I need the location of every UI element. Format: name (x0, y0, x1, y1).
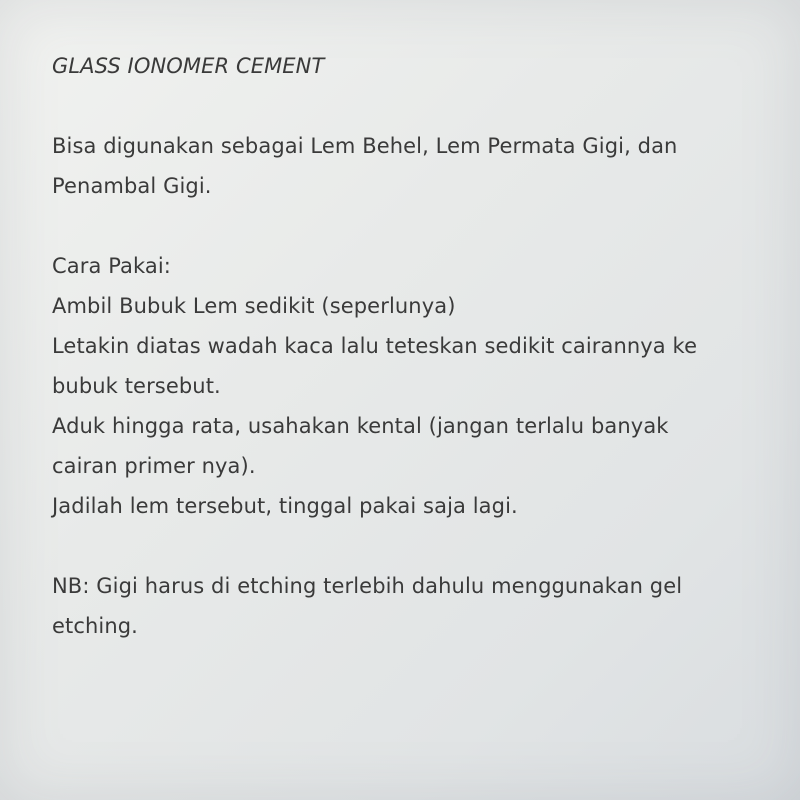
step-2-line-1: Letakin diatas wadah kaca lalu teteskan sedikit cairannya ke (52, 334, 698, 358)
step-3-line-1: Aduk hingga rata, usahakan kental (jangan terlalu banyak (52, 414, 669, 438)
step-2-line-2: bubuk tersebut. (52, 374, 221, 398)
spacer (52, 526, 772, 566)
usage-heading: Cara Pakai: (52, 254, 171, 278)
step-3-line-2: cairan primer nya). (52, 454, 256, 478)
document-title: GLASS IONOMER CEMENT (52, 54, 325, 78)
note-line-1: NB: Gigi harus di etching terlebih dahulu menggunakan gel (52, 574, 683, 598)
step-4: Jadilah lem tersebut, tinggal pakai saja lagi. (52, 494, 518, 518)
spacer (52, 206, 772, 246)
document-body (52, 46, 772, 646)
note-line-2: etching. (52, 614, 138, 638)
intro-line-2: Penambal Gigi. (52, 174, 212, 198)
spacer (52, 86, 772, 126)
intro-line-1: Bisa digunakan sebagai Lem Behel, Lem Permata Gigi, dan (52, 134, 678, 158)
step-1: Ambil Bubuk Lem sedikit (seperlunya) (52, 294, 456, 318)
